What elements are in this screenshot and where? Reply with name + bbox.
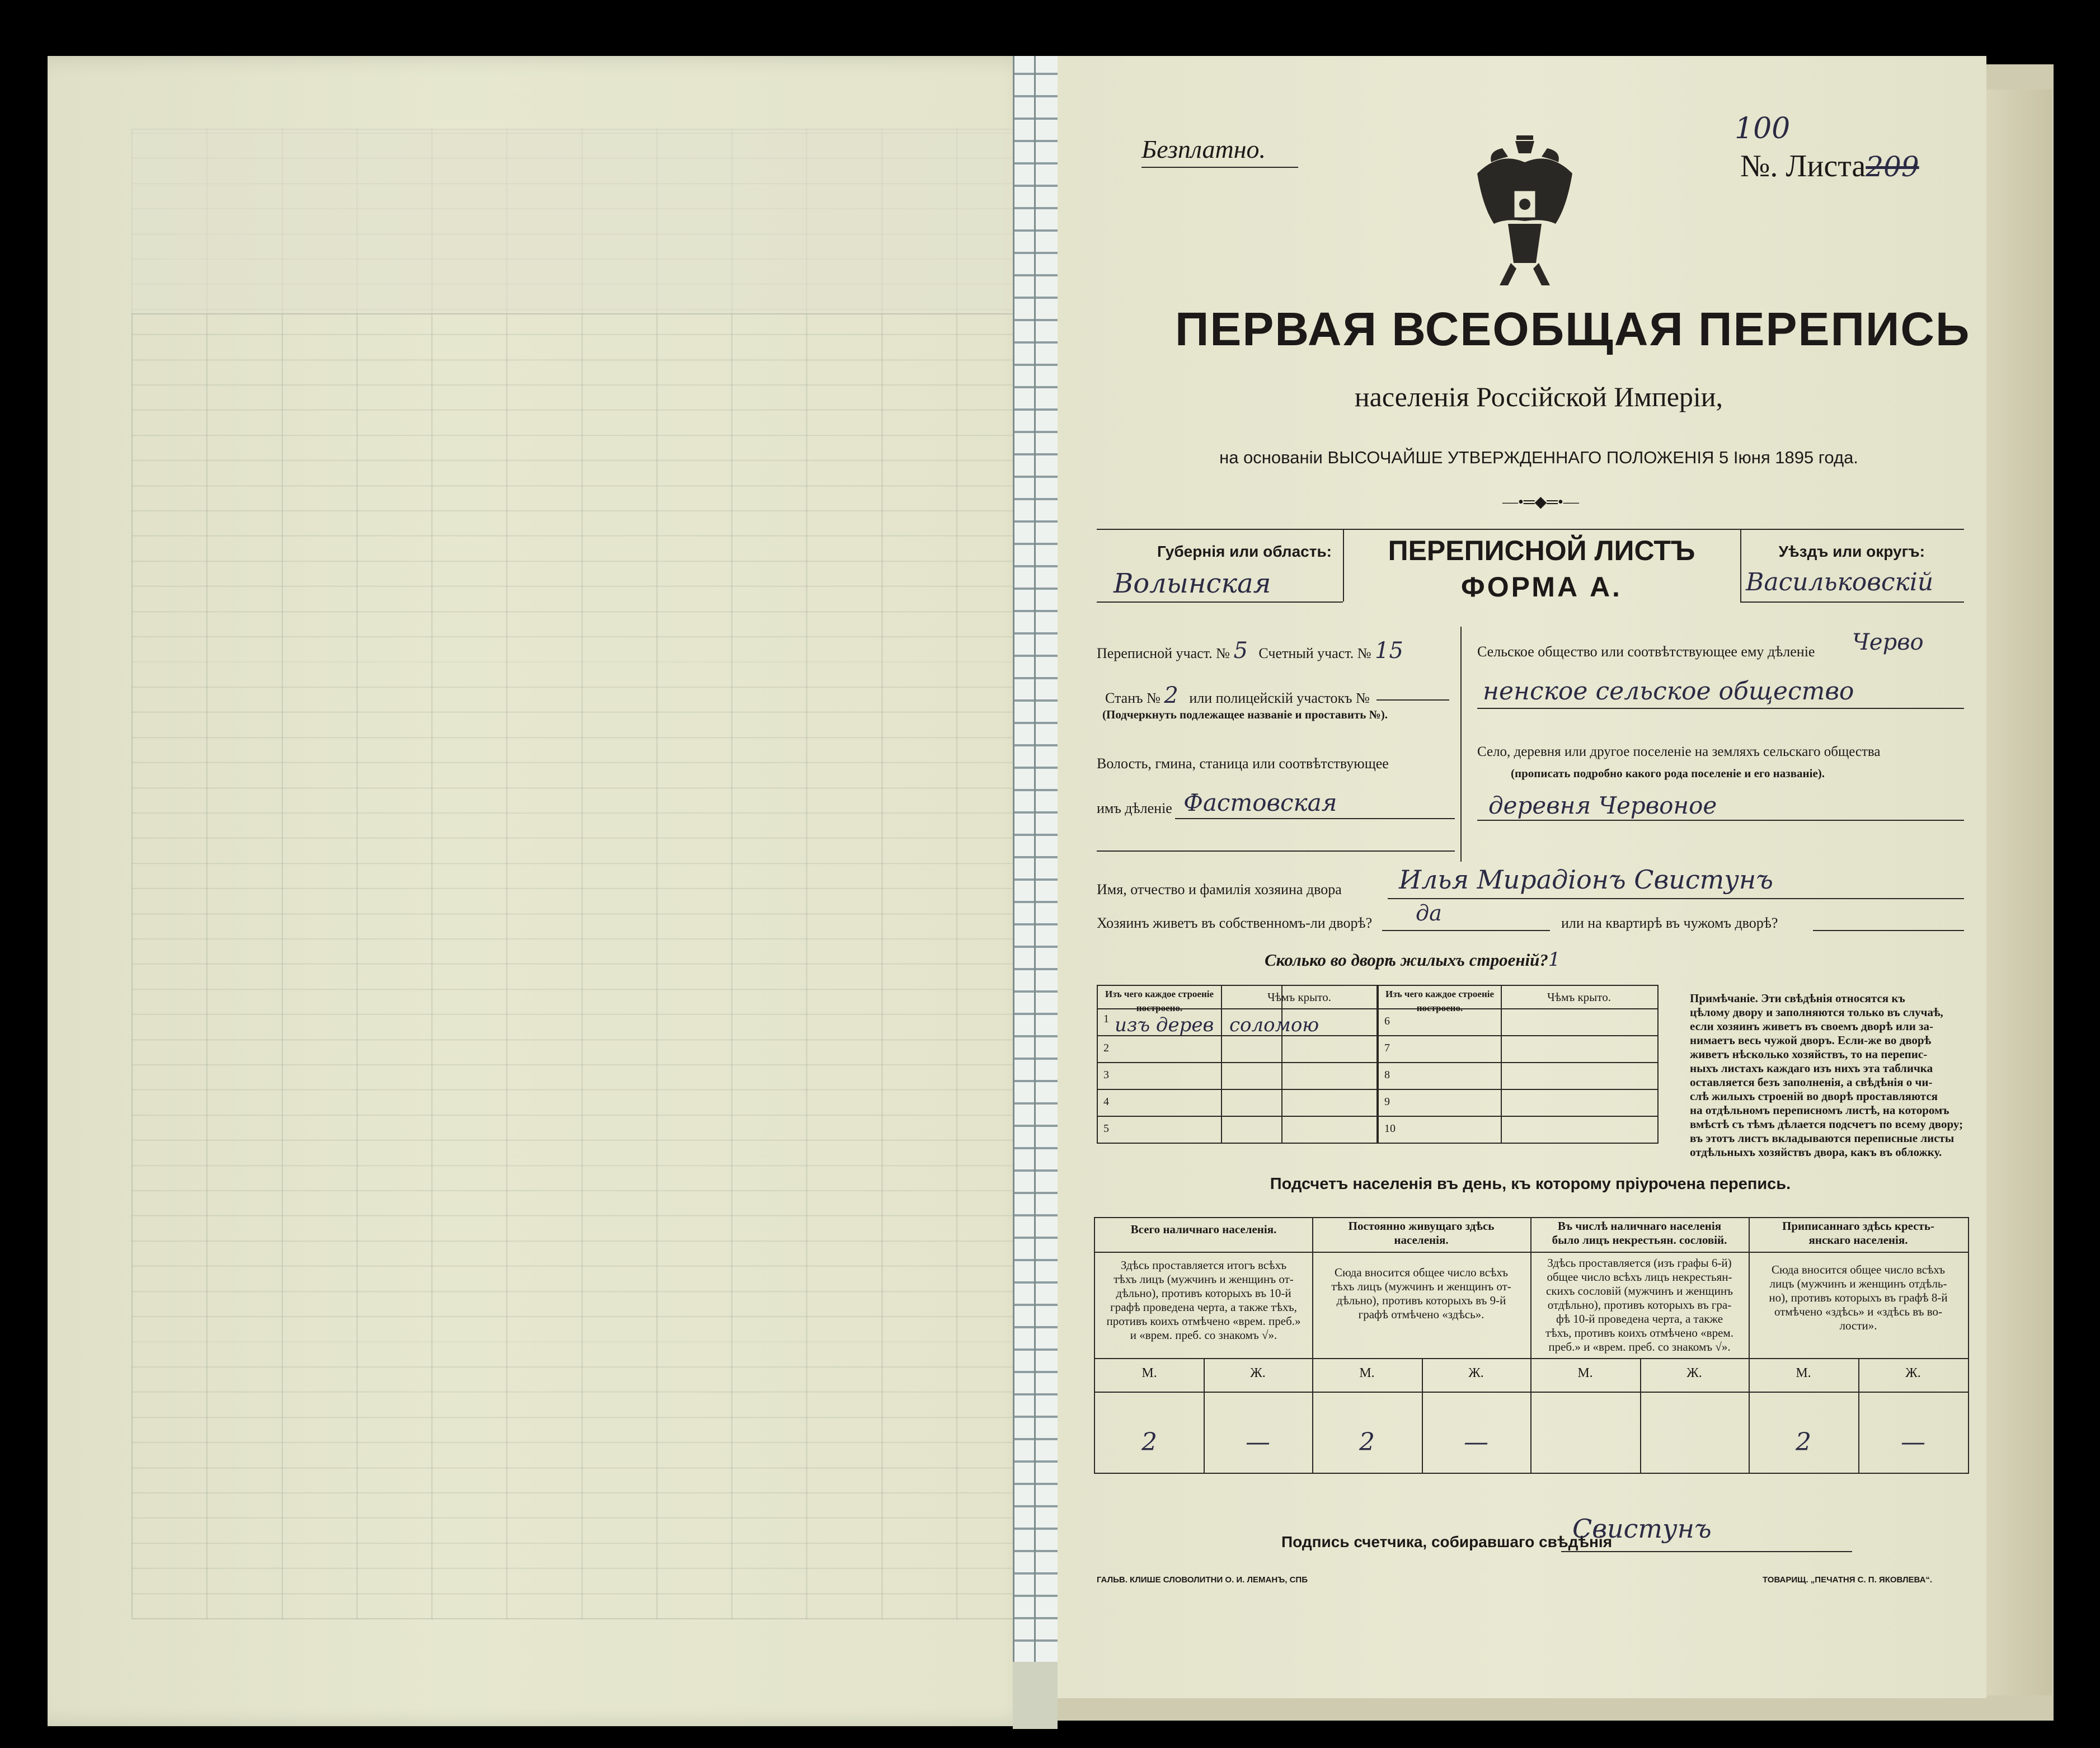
footer-right: ТОВАРИЩ. „ПЕЧАТНЯ С. П. ЯКОВЛЕВА“. <box>1763 1575 1933 1585</box>
summary-col2-head: Постоянно живущаго здѣсь населенія. <box>1348 1219 1495 1247</box>
village-value: деревня Червоное <box>1488 792 1717 819</box>
society-value-2: ненское сельское общество <box>1483 677 1854 706</box>
summary-col4-desc: Сюда вносится общее число всѣхъ лицъ (мужчинъ и женщинъ отдѣль- но), противъ которыхъ въ графѣ 8-й отмѣчено «здѣсь» и «здѣсь въ во- лости». <box>1769 1263 1948 1332</box>
m-label: М. <box>1141 1366 1157 1380</box>
m-label: М. <box>1796 1366 1811 1380</box>
buildings-label: Сколько во дворѣ жилыхъ строеній?1 <box>1265 948 1561 971</box>
volost-value: Фастовская <box>1183 789 1337 816</box>
col-material-right: Изъ чего каждое строеніе построено. <box>1385 989 1495 1013</box>
summary-col1-head: Всего наличнаго населенія. <box>1130 1223 1277 1236</box>
row-num: 5 <box>1103 1122 1109 1135</box>
left-page-bleedthrough-header <box>131 129 1038 314</box>
sheet-number-label: №. Листа209 <box>1740 149 1919 184</box>
guberniya-value: Волынская <box>1114 568 1271 599</box>
f-label: Ж. <box>1250 1366 1266 1380</box>
col1-female-value: — <box>1246 1428 1270 1456</box>
f-label: Ж. <box>1468 1366 1484 1380</box>
row-num: 3 <box>1103 1069 1109 1081</box>
f-label: Ж. <box>1905 1366 1921 1380</box>
uezd-label: Уѣздъ или округъ: <box>1778 543 1925 560</box>
col-material-left: Изъ чего каждое строеніе построено. <box>1105 989 1214 1013</box>
sheet-number-handwritten: 100 <box>1735 112 1791 145</box>
imperial-eagle-emblem <box>1466 129 1584 297</box>
summary-col3-head: Въ числѣ наличнаго населенія было лицъ некрестьян. сословій. <box>1552 1219 1727 1247</box>
binding-spine <box>1013 56 1061 1662</box>
village-label: Село, деревня или другое поселеніе на земляхъ сельскаго общества <box>1477 744 1881 759</box>
own-yard-value: да <box>1416 901 1442 925</box>
signature-value: Свистунъ <box>1572 1514 1712 1544</box>
summary-title: Подсчетъ населенія въ день, къ которому пріурочена перепись. <box>1270 1175 1791 1193</box>
signature-label: Подпись счетчика, собиравшаго свѣдѣнія <box>1281 1533 1613 1550</box>
row-num: 4 <box>1103 1096 1109 1108</box>
col-roof-right: Чѣмъ крыто. <box>1547 990 1611 1004</box>
ornament-divider: —•═◆═•— <box>1502 494 1579 511</box>
col2-female-value: — <box>1464 1428 1488 1456</box>
society-label: Сельское общество или соотвѣтствующее ему дѣленіе <box>1477 643 1815 660</box>
society-value-1: Черво <box>1852 629 1924 655</box>
row-material: изъ дерев <box>1115 1014 1214 1036</box>
volost-label-2: имъ дѣленіе <box>1097 800 1172 816</box>
summary-col2-desc: Сюда вносится общее число всѣхъ тѣхъ лицъ (мужчинъ и женщинъ от- дѣльно), противъ которыхъ въ 9-й графѣ отмѣчено «здѣсь». <box>1331 1266 1511 1321</box>
summary-col1-desc: Здѣсь проставляется итогъ всѣхъ тѣхъ лицъ (мужчинъ и женщинъ от- дѣльно), противъ которыхъ въ 10-й графѣ проведена черта, а также тѣхъ, противъ коихъ отмѣчено «врем. преб.» и «врем. преб. со знакомъ √». <box>1106 1258 1301 1342</box>
free-label: Безплатно. <box>1141 135 1266 163</box>
stan-field: Станъ № 2 или полицейскій участокъ № <box>1105 683 1370 708</box>
summary-col3-desc: Здѣсь проставляется (изъ графы 6-й) общее число всѣхъ лицъ некрестьян- скихъ сословій (мужчинъ и женщинъ отдѣльно), противъ которыхъ въ гра- фѣ 10-й проведена черта, а также тѣхъ, противъ коихъ отмѣчено «врем. преб.» и «врем. преб. со знакомъ √». <box>1545 1256 1733 1354</box>
form-heading-line1: ПЕРЕПИСНОЙ ЛИСТЪ <box>1388 535 1695 566</box>
col4-female-value: — <box>1901 1428 1925 1456</box>
row-roof: соломою <box>1229 1014 1319 1036</box>
spine-bottom <box>1013 1662 1058 1729</box>
row-num: 7 <box>1384 1042 1390 1054</box>
form-heading-line2: ФОРМА А. <box>1461 571 1622 603</box>
village-hint: (прописать подробно какого рода поселеніе и его названіе). <box>1511 767 1825 780</box>
row-num: 8 <box>1384 1069 1390 1081</box>
row-num: 1 <box>1103 1013 1109 1025</box>
rented-label: или на квартирѣ въ чужомъ дворѣ? <box>1561 915 1778 931</box>
underline-hint: (Подчеркнуть подлежащее названіе и проставить №). <box>1102 708 1388 721</box>
footer-left: ГАЛЬВ. КЛИШЕ СЛОВОЛИТНИ О. И. ЛЕМАНЪ, СПБ <box>1097 1575 1308 1585</box>
census-title: ПЕРВАЯ ВСЕОБЩАЯ ПЕРЕПИСЬ <box>1175 303 1971 355</box>
note-block: Примѣчаніе. Эти свѣдѣнія относятся къ цѣлому двору и заполняются только въ случаѣ, если хозяинъ живетъ въ своемъ дворѣ или за- нимаетъ весь чужой дворъ. Если-же во дворѣ живетъ нѣсколько хозяйствъ, то на перепис- ныхъ листахъ каждаго изъ нихъ эта табличка оставляется безъ заполненія, а свѣдѣнія о чи- слѣ жилыхъ строеній во дворѣ проставляются на отдѣльномъ переписномъ листѣ, на которомъ вмѣстѣ съ тѣмъ дѣлается подсчетъ по всему двору; въ этотъ листъ вкладываются переписные листы отдѣльныхъ хозяйствъ двора, какъ въ обложку. <box>1690 992 1963 1159</box>
owner-value: Илья Мирадіонъ Свистунъ <box>1399 864 1773 895</box>
row-num: 10 <box>1384 1122 1396 1135</box>
summary-col4-head: Приписаннаго здѣсь кресть- янскаго населенія. <box>1782 1219 1934 1247</box>
census-district-field: Переписной участ. № 5 Счетный участ. № 15 <box>1097 638 1403 664</box>
uezd-value: Васильковскій <box>1746 568 1934 596</box>
left-page-bleedthrough-grid <box>131 129 1040 1619</box>
m-label: М. <box>1577 1366 1593 1380</box>
census-basis: на основаніи ВЫСОЧАЙШЕ УТВЕРЖДЕННАГО ПОЛОЖЕНІЯ 5 Іюня 1895 года. <box>1219 448 1858 467</box>
col2-male-value: 2 <box>1359 1428 1375 1456</box>
row-num: 6 <box>1384 1015 1390 1027</box>
col-roof-left: Чѣмъ крыто. <box>1267 990 1331 1004</box>
row-num: 9 <box>1384 1096 1390 1108</box>
guberniya-label: Губернія или область: <box>1157 543 1332 560</box>
row-num: 2 <box>1103 1042 1109 1054</box>
owner-label: Имя, отчество и фамилія хозяина двора <box>1097 881 1342 898</box>
sheet-number-old: 209 <box>1866 151 1919 183</box>
binding-thread <box>1034 56 1036 1662</box>
summary-table <box>1094 1217 1969 1474</box>
right-page-edge-sheets <box>1984 90 2052 1695</box>
volost-label-1: Волость, гмина, станица или соотвѣтствующее <box>1097 755 1389 772</box>
m-label: М. <box>1359 1366 1375 1380</box>
col1-male-value: 2 <box>1141 1428 1157 1456</box>
f-label: Ж. <box>1686 1366 1702 1380</box>
buildings-table <box>1097 985 1659 1144</box>
census-subtitle: населенія Россійской Имперіи, <box>1354 381 1723 412</box>
own-yard-label: Хозяинъ живетъ въ собственномъ-ли дворѣ? <box>1097 915 1373 931</box>
col4-male-value: 2 <box>1796 1428 1811 1456</box>
